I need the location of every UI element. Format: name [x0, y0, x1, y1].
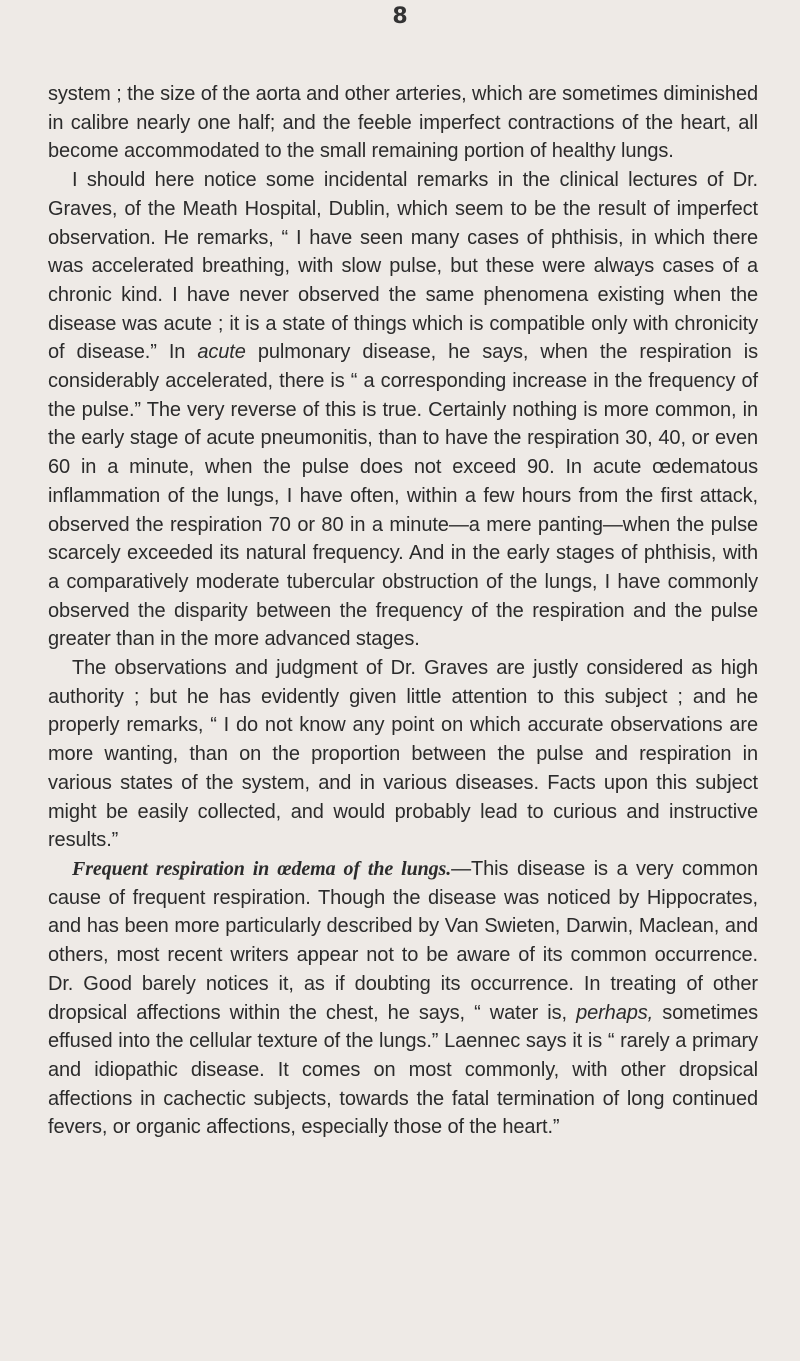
paragraph-text-run: I should here notice some incidental remarks in the clinical lectures of Dr. Graves, of the Meath Hospital, Dublin, which seem to be the result of imperfect observation. He remarks, “ I have seen many cases of phthisis, in which there was accelerated breathing, with slow pulse, but these were always cases of a chronic kind. I have never observed the same phenomena existing when the disease was acute ; it is a state of things which is compatible only with chronicity of disease.” In: [48, 169, 758, 364]
italic-term: perhaps,: [576, 1001, 654, 1024]
paragraph-graves-remarks: [48, 166, 758, 654]
paragraph-text-run: sometimes effused into the cellular texture of the lungs.” Laennec says it is “ rarely a primary and idiopathic disease. It comes on most commonly, with other dropsical affections in cachectic subjects, towards the fatal termination of long continued fevers, or organic affections, especially those of the heart.”: [48, 1001, 758, 1139]
section-run-in-heading: Frequent respiration in œdema of the lungs.: [72, 857, 452, 880]
body-text: [48, 80, 758, 1142]
italic-term: acute: [197, 341, 246, 364]
paragraph-graves-judgment: The observations and judgment of Dr. Graves are justly considered as high authority ; but he has evidently given little attention to this subject ; and he properly remarks, “ I do not know any point on which accurate observations are more wanting, than on the proportion between the pulse and respiration in various states of the system, and in various diseases. Facts upon this subject might be easily collected, and would probably lead to curious and instructive results.”: [48, 657, 758, 852]
page-number: 8: [392, 4, 408, 29]
paragraph-text-run: —This disease is a very common cause of frequent respiration. Though the disease was noticed by Hippocrates, and has been more particularly described by Van Swieten, Darwin, Maclean, and others, most recent writers appear not to be aware of its common occurrence. Dr. Good barely notices it, as if doubting its occurrence. In treating of other dropsical affections within the chest, he says, “ water is,: [48, 857, 758, 1024]
paragraph-text-run: pulmonary disease, he says, when the respiration is considerably accelerated, there is “ a corresponding increase in the frequency of the pulse.” The very reverse of this is true. Certainly nothing is more common, in the early stage of acute pneumonitis, than to have the respiration 30, 40, or even 60 in a minute, when the pulse does not exceed 90. In acute œdematous inflammation of the lungs, I have often, within a few hours from the first attack, observed the respiration 70 or 80 in a minute—a mere panting—when the pulse scarcely exceeded its natural frequency. And in the early stages of phthisis, with a comparatively moderate tubercular obstruction of the lungs, I have commonly observed the disparity between the frequency of the respiration and the pulse greater than in the more advanced stages.: [48, 341, 758, 651]
paragraph-continuation: system ; the size of the aorta and other arteries, which are sometimes diminished in calibre nearly one half; and the feeble imperfect contractions of the heart, all become accommodated to the small remaining portion of healthy lungs.: [48, 83, 759, 163]
paragraph-oedema-section: [48, 855, 758, 1142]
